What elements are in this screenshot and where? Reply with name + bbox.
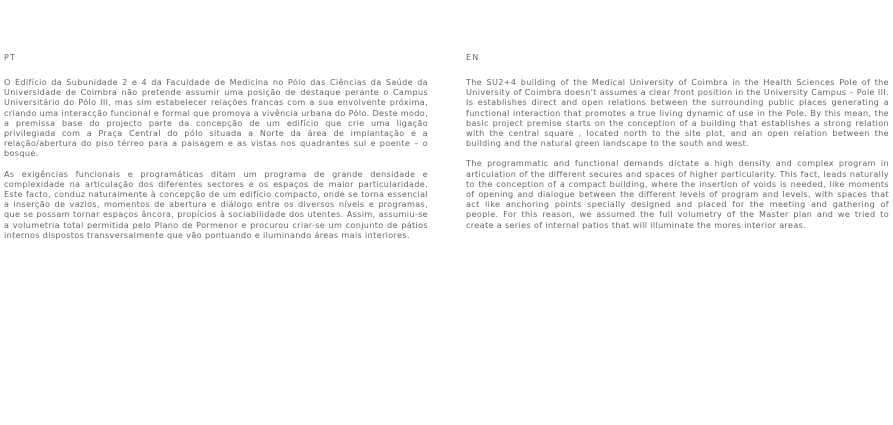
english-paragraph-1: The SU2+4 building of the Medical University of Coimbra in the Health Sciences Pole of the University of Coimbra doesn't assumes a clear front position in the University Campus – Pole III. Is establishes direct and open relations between the surrounding public places generating a functional interaction that promotes a true living dynamic of use in the Pole. By this mean, the basic project premise starts on the conception of a building that establishes a strong relation with the central square , located north to the site plot, and an open relation between the building and the natural green landscape to the south and west. [466,77,889,149]
portuguese-paragraph-1: O Edifício da Subunidade 2 e 4 da Faculdade de Medicina no Pólo das Ciências da Saúde da Universidade de Coimbra não pretende assumir uma posição de destaque perante o Campus Universitário do Pólo III, mas sim estabelecer relações francas com a sua envolvente próxima, criando uma interacção funcional e formal que promova a vivência urbana do Pólo. Deste modo, a premissa base do projecto parte da concepção de um edifício que crie uma ligação privilegiada com a Praça Central do pólo situada a Norte da área de implantação e a relação/abertura do piso térreo para a paisagem e as vistas nos quadrantes sul e poente – o bosque. [4,77,428,159]
portuguese-column [4,52,428,250]
english-language-label: EN [466,53,480,62]
english-column [466,52,889,240]
portuguese-language-label: PT [4,53,17,62]
portuguese-paragraph-2: As exigências funcionais e programáticas ditam um programa de grande densidade e complexidade na articulação dos diferentes sectores e os espaços de maior particularidade. Este facto, conduz naturalmente à concepção de um edifício compacto, onde se torna essencial a inserção de vazios, momentos de abertura e diálogo entre os diversos níveis e programas, que se possam tornar espaços âncora, propícios à sociabilidade dos utentes. Assim, assumiu-se a volumetria total permitida pelo Plano de Pormenor e procurou criar-se um conjunto de pátios internos dispostos transversalmente que vão pontuando e iluminando áreas mais interiores. [4,168,428,240]
english-paragraph-2: The programmatic and functional demands dictate a high density and complex program in articulation of the different secures and spaces of higher particularity. This fact, leads naturally to the conception of a compact building, where the insertion of voids is needed, like moments of opening and dialogue between the different levels of program and levels, with spaces that act like anchoring points specially designed and placed for the meeting and gathering of people. For this reason, we assumed the full volumetry of the Master plan and we tried to create a series of internal patios that will illuminate the mores interior areas. [466,158,889,230]
